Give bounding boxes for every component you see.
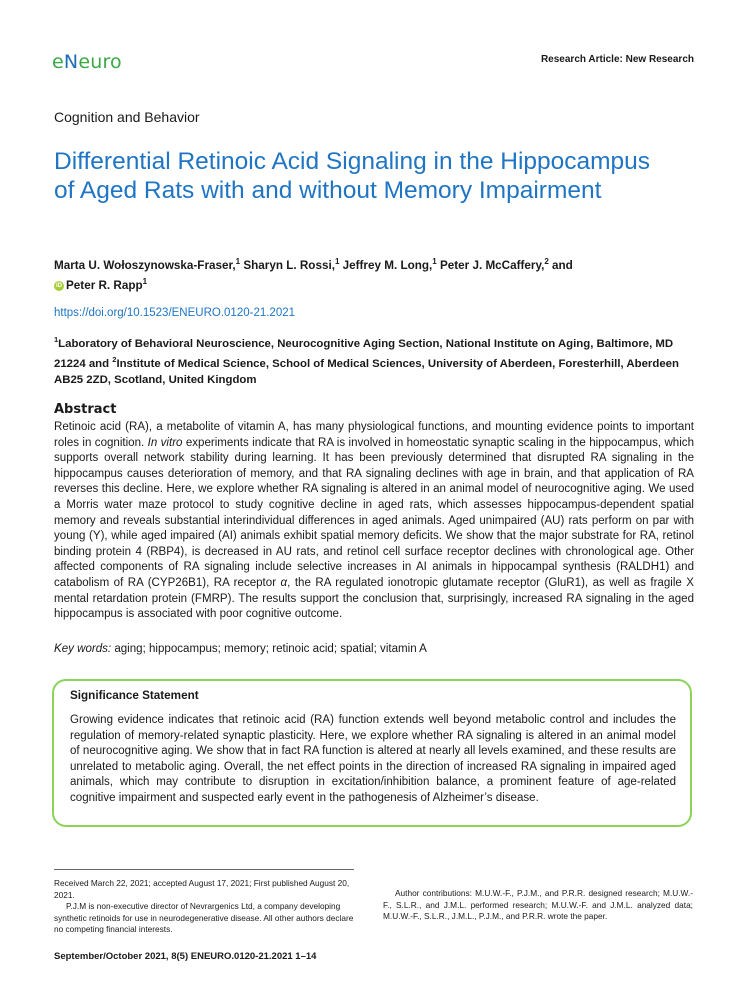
author-1[interactable] (54, 259, 240, 272)
affiliation-marker: 1 (54, 335, 59, 344)
paper-title: Differential Retinoic Acid Signaling in the Hippocampus of Aged Rats with and without Memory Impairment (54, 148, 651, 204)
author-conjunction: and (548, 258, 573, 272)
abstract-body (54, 420, 694, 623)
page-footer: September/October 2021, 8(5) ENEURO.0120-21.2021 1–14 (54, 951, 317, 962)
abstract-italic: In vitro (147, 436, 183, 449)
author-4[interactable] (440, 259, 573, 272)
conflict-of-interest: P.J.M is non-executive director of Nevrargenics Ltd, a company developing synthetic retinoids for use in neurodegenerative disease. All other authors declare no competing financial interests. (54, 901, 354, 935)
author-name: Peter J. McCaffery, (439, 258, 545, 272)
author-affiliation-marker: 1 (432, 257, 437, 266)
author-name: Marta U. Wołoszynowska-Fraser, (54, 258, 236, 272)
orcid-icon[interactable]: iD (56, 282, 62, 289)
abstract-heading: Abstract (54, 402, 117, 417)
journal-logo (52, 51, 122, 73)
author-affiliation-marker: 1 (142, 276, 148, 286)
author-name: Peter R. Rapp (66, 278, 143, 292)
affiliation-marker: 2 (112, 355, 117, 365)
author-list (54, 254, 704, 294)
significance-heading: Significance Statement (70, 689, 199, 702)
affiliation-1: Laboratory of Behavioral Neuroscience, Neurocognitive Aging Section, National Institute on Aging, Baltimore, MD 21224 and (54, 337, 674, 371)
abstract-text: Retinoic acid (RA), a metabolite of vitamin A, has many physiological functions, and mounting evidence points to important roles in cognition. (54, 421, 694, 449)
significance-body: Growing evidence indicates that retinoic acid (RA) function extends well beyond metabolic control and includes the regulation of memory-related synaptic plasticity. Here, we explore whether RA signaling is altered in an animal model of neurocognitive aging. We show that in fact RA function is altered at nearly all levels examined, and these results are unrelated to metabolic aging. Overall, the net effect points in the direction of increased RA signaling in impaired aged animals, which may contribute to disruption in excitation/inhibition balance, a prominent feature of age-related cognitive impairment and suspected early event in the pathogenesis of Alzheimer’s disease. (70, 714, 676, 804)
footnote-divider (54, 869, 354, 870)
keywords-label: Key words: (54, 643, 112, 655)
section-label: Cognition and Behavior (54, 109, 200, 125)
abstract-symbol: α (280, 576, 288, 589)
author-affiliation-marker: 2 (544, 257, 549, 266)
author-affiliation-marker: 1 (334, 257, 340, 266)
received-dates: Received March 22, 2021; accepted August 17, 2021; First published August 20, 2021. (54, 878, 350, 900)
logo-e: e (52, 51, 64, 73)
author-5[interactable] (54, 276, 148, 292)
author-affiliation-marker: 1 (235, 257, 241, 266)
author-name: Sharyn L. Rossi, (243, 258, 335, 272)
doi-link[interactable]: https://doi.org/10.1523/ENEURO.0120-21.2021 (54, 307, 296, 319)
author-3[interactable] (343, 259, 437, 272)
abstract-text: experiments indicate that RA is involved in homeostatic synaptic scaling in the hippocampus, which supports overall network stability during learning. It has been previously determined that disrupted RA signaling in the hippocampus causes deterioration of memory, and that RA signaling declines with age in brain, and that application of RA reverses this decline. Here, we explore whether RA signaling is altered in an animal model of neurocognitive aging. We used a Morris water maze protocol to study cognitive decline in aged rats, which assesses hippocampus-dependent spatial memory and reveals substantial interindividual differences in aged animals. Aged unimpaired (AU) rats perform on par with young (Y), while aged impaired (AI) animals exhibit spatial memory deficits. We show that the major substrate for RA, retinol binding protein 4 (RBP4), is decreased in AU rats, and retinol cell surface receptor declines with chronological age. Other affected components of RA signaling include selective increases in AI animals in hippocampal synthesis (RALDH1) and catabolism of RA (CYP26B1), RA receptor (54, 436, 694, 589)
keywords-text: aging; hippocampus; memory; retinoic acid; spatial; vitamin A (111, 643, 427, 655)
logo-n: N (63, 51, 79, 73)
logo-rest: euro (78, 51, 122, 73)
abstract-text: , the RA regulated ionotropic glutamate receptor (GluR1), as well as fragile X mental retardation protein (FMRP). The results support the conclusion that, surprisingly, increased RA signaling in the aged hippocampus is associated with poor cognitive outcome. (54, 576, 694, 621)
affiliation-2: Institute of Medical Science, School of Medical Sciences, University of Aberdeen, Foresterhill, Aberdeen AB25 2ZD, Scotland, United Kingdom (54, 358, 679, 386)
keywords (54, 643, 694, 655)
article-type: Research Article: New Research (540, 54, 694, 65)
footnotes-right (383, 888, 693, 923)
author-2[interactable] (243, 259, 339, 272)
author-contributions: Author contributions: M.U.W.-F., P.J.M., and P.R.R. designed research; M.U.W.-F., S.L.R., and J.M.L. performed research; M.U.W.-F. and J.M.L. analyzed data; M.U.W.-F., S.L.R., J.M.L., P.J.M., and P.R.R. wrote the paper. (383, 888, 693, 922)
affiliations (54, 332, 694, 388)
author-name: Jeffrey M. Long, (342, 258, 433, 272)
footnotes-left (54, 878, 364, 936)
